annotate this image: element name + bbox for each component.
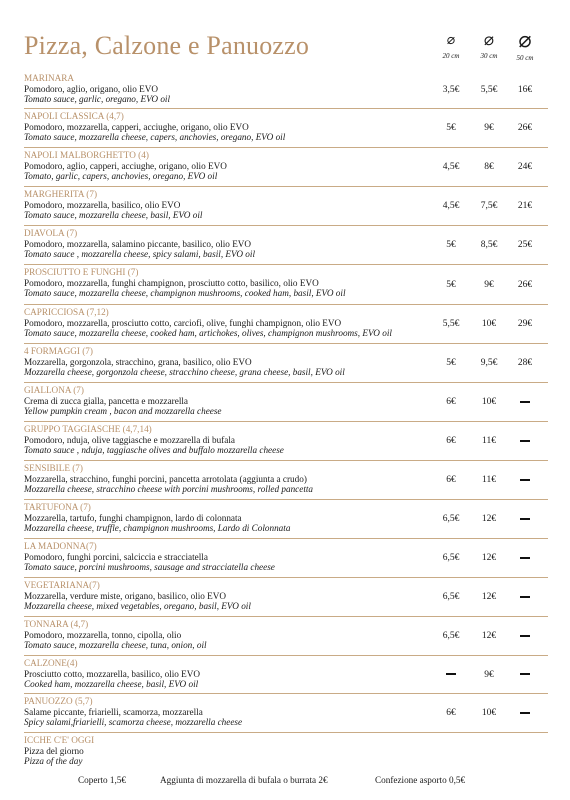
item-price: 9,5€ [480, 358, 498, 368]
item-text [24, 267, 346, 299]
item-description-en: Yellow pumpkin cream , bacon and mozzarella cheese [24, 406, 222, 416]
item-text [24, 619, 207, 651]
item-name: CAPRICCIOSA (7,12) [24, 307, 109, 317]
item-description-it: Pomodoro, aglio, origano, olio EVO [24, 83, 158, 94]
item-price: 8€ [484, 162, 494, 172]
item-price: 26€ [517, 279, 533, 290]
item-name: GIALLONA (7) [24, 385, 84, 395]
item-description-it: Pomodoro, mozzarella, prosciutto cotto, carciofi, olive, funghi champignon, olio EVO [24, 317, 342, 328]
not-available-dash [520, 673, 530, 675]
item-price: 6,5€ [442, 553, 460, 563]
item-price: 12€ [481, 592, 497, 602]
menu-item [24, 265, 548, 305]
page-title: Pizza, Calzone e Panuozzo [24, 31, 310, 60]
item-price: 12€ [481, 553, 497, 563]
item-text [24, 150, 227, 182]
size-label: 30 cm [480, 52, 498, 60]
item-price: 6€ [446, 708, 456, 718]
item-text [24, 502, 290, 534]
item-price: 5€ [446, 123, 456, 133]
item-text [24, 658, 200, 690]
item-description-en: Tomato sauce, mozzarella cheese, cooked ham, artichokes, olives, champignon mushrooms, EVO oil [24, 328, 392, 338]
footer-coperto: Coperto 1,5€ [78, 775, 126, 785]
item-name: CALZONE(4) [24, 658, 78, 668]
item-description-it: Prosciutto cotto, mozzarella, basilico, olio EVO [24, 668, 201, 679]
item-price [507, 514, 543, 524]
item-price: 4,5€ [442, 162, 460, 172]
item-description-en: Mozzarella cheese, gorgonzola cheese, stracchino cheese, grana cheese, basil, EVO oil [24, 367, 345, 377]
item-price: 6€ [446, 475, 456, 485]
item-price: 4,5€ [442, 201, 460, 211]
item-description-it: Pomodoro, mozzarella, funghi champignon, prosciutto cotto, basilico, olio EVO [24, 277, 319, 288]
item-name: PANUOZZO (5,7) [24, 696, 93, 706]
menu-item [24, 422, 548, 461]
item-description-en: Spicy salami,friarielli, scamorza cheese, mozzarella cheese [24, 717, 243, 727]
item-text [24, 696, 242, 728]
item-description-en: Tomato, garlic, capers, anchovies, oregano, EVO oil [24, 171, 218, 181]
footer-aggiunta: Aggiunta di mozzarella di bufala o burrata 2€ [160, 775, 328, 785]
item-description-it: Pomodoro, aglio, capperi, acciughe, origano, olio EVO [24, 160, 227, 171]
diameter-icon: ⌀ [446, 32, 456, 48]
item-description-en: Tomato sauce, mozzarella cheese, tuna, onion, oil [24, 640, 207, 650]
item-text [24, 424, 284, 456]
item-name: MARINARA [24, 73, 75, 83]
size-small [433, 32, 469, 60]
item-price: 10€ [481, 708, 497, 718]
item-description-it: Pomodoro, mozzarella, capperi, acciughe, origano, olio EVO [24, 121, 249, 132]
item-price: 11€ [482, 475, 496, 485]
item-price: 5€ [446, 358, 456, 368]
item-price: 24€ [517, 162, 533, 172]
footer-asporto: Confezione asporto 0,5€ [375, 775, 466, 785]
item-name: DIAVOLA (7) [24, 228, 78, 238]
item-description-en: Mozzarella cheese, mixed vegetables, oregano, basil, EVO oil [24, 601, 251, 611]
size-large [507, 28, 543, 62]
item-description-en: Cooked ham, mozzarella cheese, basil, EVO oil [24, 679, 199, 689]
item-price [433, 670, 469, 680]
item-price: 5€ [446, 279, 456, 290]
item-price: 5,5€ [480, 84, 498, 95]
menu-item [24, 617, 548, 656]
item-price: 6€ [446, 397, 456, 407]
item-price: 12€ [481, 631, 497, 641]
not-available-dash [520, 518, 530, 520]
item-price: 16€ [517, 84, 533, 95]
item-text [24, 385, 222, 417]
item-description-en: Pizza of the day [24, 756, 83, 766]
item-price: 10€ [481, 397, 497, 407]
size-medium [471, 32, 507, 60]
menu-item [24, 656, 548, 694]
not-available-dash [520, 557, 530, 559]
item-price: 28€ [517, 358, 533, 368]
item-price [507, 475, 543, 485]
item-name: LA MADONNA(7) [24, 541, 97, 551]
item-text [24, 189, 202, 221]
item-description-it: Crema di zucca gialla, pancetta e mozzarella [24, 395, 189, 406]
item-name: VEGETARIANA(7) [24, 580, 100, 590]
item-text [24, 735, 94, 767]
not-available-dash [446, 673, 456, 675]
item-text [24, 580, 251, 612]
item-price: 8,5€ [480, 240, 498, 250]
menu-item [24, 733, 548, 771]
item-description-en: Tomato sauce, porcini mushrooms, sausage and stracciatella cheese [24, 562, 275, 572]
not-available-dash [520, 635, 530, 637]
menu-item [24, 226, 548, 265]
item-price [507, 670, 543, 680]
item-name: SENSIBILE (7) [24, 463, 83, 473]
item-price: 6,5€ [442, 631, 460, 641]
item-description-it: Mozzarella, gorgonzola, stracchino, grana, basilico, olio EVO [24, 356, 252, 367]
item-description-en: Tomato sauce, mozzarella cheese, champignon mushrooms, cooked ham, basil, EVO oil [24, 288, 346, 298]
item-name: TONNARA (4,7) [24, 619, 89, 629]
item-price: 12€ [481, 514, 497, 524]
item-description-it: Pizza del giorno [24, 745, 84, 756]
menu-list [24, 71, 548, 771]
item-text [24, 346, 345, 378]
item-price: 25€ [517, 240, 533, 250]
menu-item [24, 109, 548, 148]
menu-item [24, 71, 548, 109]
item-name: PROSCIUTTO E FUNGHI (7) [24, 267, 139, 277]
size-label: 20 cm [442, 52, 460, 60]
item-price: 11€ [482, 436, 496, 446]
item-name: TARTUFONA (7) [24, 502, 91, 512]
menu-item [24, 500, 548, 539]
item-price [507, 397, 543, 407]
not-available-dash [520, 401, 530, 403]
item-description-en: Mozzarella cheese, stracchino cheese with porcini mushrooms, rolled pancetta [24, 484, 314, 494]
item-description-it: Salame piccante, friarielli, scamorza, mozzarella [24, 706, 203, 717]
item-price: 5,5€ [442, 319, 460, 329]
item-name: GRUPPO TAGGIASCHE (4,7,14) [24, 424, 152, 434]
menu-item [24, 305, 548, 344]
item-description-en: Tomato sauce, mozzarella cheese, basil, EVO oil [24, 210, 203, 220]
item-description-en: Mozzarella cheese, truffle, champignon mushrooms, Lardo di Colonnata [24, 523, 291, 533]
item-description-en: Tomato sauce, mozzarella cheese, capers, anchovies, oregano, EVO oil [24, 132, 286, 142]
item-price: 6,5€ [442, 514, 460, 524]
item-description-it: Pomodoro, funghi porcini, salciccia e stracciatella [24, 551, 208, 562]
item-description-en: Tomato sauce , mozzarella cheese, spicy salami, basil, EVO oil [24, 249, 256, 259]
item-name: NAPOLI CLASSICA (4,7) [24, 111, 124, 121]
diameter-icon: ⌀ [483, 30, 495, 50]
item-description-it: Mozzarella, verdure miste, origano, basilico, olio EVO [24, 590, 227, 601]
not-available-dash [520, 712, 530, 714]
item-text [24, 307, 392, 339]
item-text [24, 463, 313, 495]
item-description-en: Tomato sauce, garlic, oregano, EVO oil [24, 94, 171, 104]
item-price [507, 553, 543, 563]
item-price: 3,5€ [442, 84, 460, 95]
item-description-it: Pomodoro, mozzarella, basilico, olio EVO [24, 199, 181, 210]
item-price [507, 436, 543, 446]
menu-item [24, 344, 548, 383]
menu-item [24, 578, 548, 617]
menu-item [24, 694, 548, 733]
item-price [507, 708, 543, 718]
item-description-en: Tomato sauce , nduja, taggiasche olives and buffalo mozzarella cheese [24, 445, 284, 455]
item-price: 6,5€ [442, 592, 460, 602]
item-price [507, 631, 543, 641]
menu-item [24, 187, 548, 226]
item-price: 9€ [484, 279, 494, 290]
item-text [24, 541, 275, 573]
item-description-it: Mozzarella, tartufo, funghi champignon, lardo di colonnata [24, 512, 242, 523]
item-price: 26€ [517, 123, 533, 133]
item-price: 7,5€ [480, 201, 498, 211]
not-available-dash [520, 596, 530, 598]
item-description-it: Pomodoro, mozzarella, salamino piccante, basilico, olio EVO [24, 238, 252, 249]
item-price: 29€ [517, 319, 533, 329]
item-description-it: Pomodoro, nduja, olive taggiasche e mozzarella di bufala [24, 434, 235, 445]
menu-item [24, 148, 548, 187]
item-price: 21€ [517, 201, 533, 211]
size-label: 50 cm [516, 54, 534, 62]
item-description-it: Mozzarella, stracchino, funghi porcini, pancetta arrotolata (aggiunta a crudo) [24, 473, 307, 484]
item-description-it: Pomodoro, mozzarella, tonno, cipolla, olio [24, 629, 182, 640]
item-name: NAPOLI MALBORGHETTO (4) [24, 150, 149, 160]
not-available-dash [520, 479, 530, 481]
item-name: MARGHERITA (7) [24, 189, 98, 199]
item-name: 4 FORMAGGI (7) [24, 346, 93, 356]
item-price: 5€ [446, 240, 456, 250]
item-price: 9€ [484, 669, 494, 680]
item-price: 10€ [481, 319, 497, 329]
item-price: 6€ [446, 436, 456, 446]
menu-item [24, 383, 548, 422]
diameter-icon: ⌀ [518, 28, 532, 53]
item-text [24, 228, 255, 260]
size-header [0, 28, 570, 66]
menu-item [24, 461, 548, 500]
not-available-dash [520, 440, 530, 442]
item-price [507, 592, 543, 602]
item-name: ICCHE C'E' OGGI [24, 735, 95, 745]
menu-item [24, 539, 548, 578]
item-text [24, 73, 170, 105]
item-text [24, 111, 285, 143]
item-price: 9€ [484, 123, 494, 133]
